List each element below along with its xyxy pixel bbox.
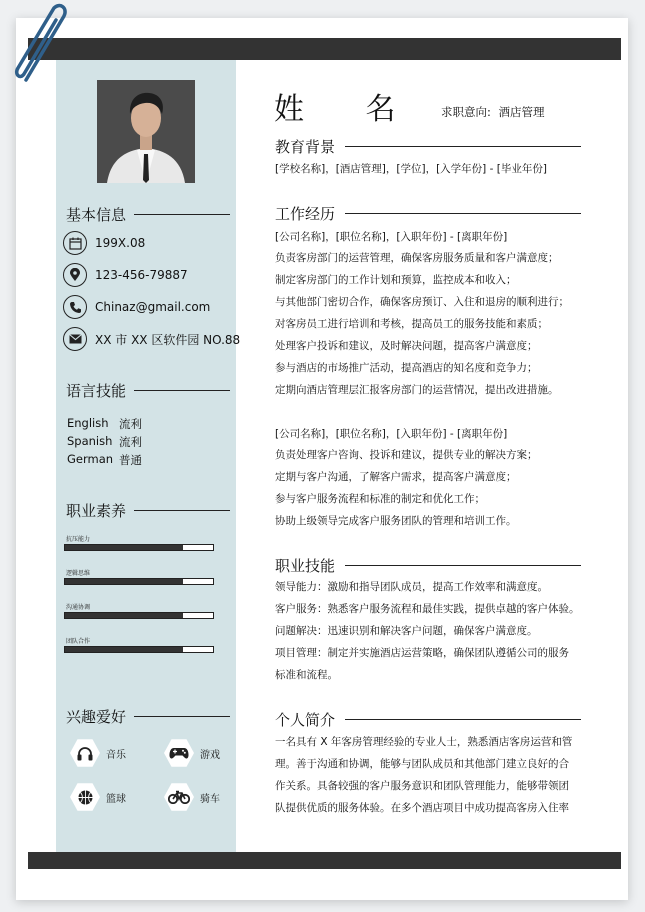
address-text: XX 市 XX 区软件园 NO.88: [95, 332, 241, 347]
job-line: 对客房员工进行培训和考核，提高员工的服务技能和素质；: [275, 318, 548, 330]
job-header: [公司名称]，[职位名称]，[入职年份] - [离职年份]: [275, 428, 508, 440]
top-bar: [28, 38, 621, 60]
profile-line: 理。善于沟通和协调，能够与团队成员和其他部门建立良好的合: [275, 758, 569, 770]
language-level: 流利: [119, 435, 142, 449]
job-line: 定期与客户沟通，了解客户需求，提高客户满意度；: [275, 471, 517, 483]
hobbies-title: 兴趣爱好: [66, 708, 127, 726]
language-row: [67, 416, 142, 431]
profile-title: 个人简介: [275, 711, 336, 729]
quality-label: 逻辑思维: [66, 570, 91, 577]
quality-bar: [64, 544, 214, 551]
skill-line: 问题解决：迅速识别和解决客户问题，确保客户满意度。: [275, 625, 538, 637]
quality-bar: [64, 646, 214, 653]
basketball-icon: [70, 782, 100, 812]
job-intent-value: 酒店管理: [498, 105, 545, 119]
languages-divider: [134, 390, 230, 391]
skill-line: 客户服务：熟悉客户服务流程和最佳实践，提供卓越的客户体验。: [275, 603, 580, 615]
address-row: [63, 327, 240, 351]
education-divider: [345, 146, 581, 147]
language-name: German: [67, 452, 114, 466]
birth-row: [63, 231, 145, 255]
profile-line: 作关系。具备较强的客户服务意识和团队管理能力，能够带领团: [275, 780, 569, 792]
education-title: 教育背景: [275, 138, 336, 156]
hobby-label: 骑车: [200, 793, 220, 805]
qualities-title: 职业素养: [66, 502, 127, 520]
profile-photo: [97, 80, 195, 183]
hobby-label: 音乐: [106, 749, 126, 761]
hobby-label: 篮球: [106, 793, 126, 805]
skill-line: 领导能力：激励和指导团队成员，提高工作效率和满意度。: [275, 581, 548, 593]
qualities-divider: [134, 510, 230, 511]
email-text: Chinaz@gmail.com: [95, 300, 211, 314]
hobbies-divider: [134, 716, 230, 717]
profile-line: 一名具有 X 年客房管理经验的专业人士，熟悉酒店客房运营和管: [275, 736, 573, 748]
language-level: 流利: [119, 417, 142, 431]
quality-bar: [64, 578, 214, 585]
basic-info-title: 基本信息: [66, 206, 127, 224]
quality-label: 抗压能力: [66, 536, 91, 543]
education-line: [学校名称]，[酒店管理]，[学位]，[入学年份] - [毕业年份]: [275, 163, 547, 175]
job-intent-label: 求职意向:: [441, 105, 491, 119]
job-line: 负责处理客户咨询、投诉和建议，提供专业的解决方案；: [275, 449, 538, 461]
language-name: Spanish: [67, 434, 113, 448]
quality-label: 沟通协调: [66, 604, 91, 611]
job-line: 协助上级领导完成客户服务团队的管理和培训工作。: [275, 515, 517, 527]
language-name: English: [67, 416, 109, 430]
languages-title: 语言技能: [66, 382, 127, 400]
experience-divider: [345, 213, 581, 214]
language-row: [67, 452, 142, 467]
hobby-item: [164, 738, 220, 768]
paperclip-icon: [4, 2, 72, 84]
hobby-item: [70, 738, 126, 768]
mail-icon: [63, 327, 87, 351]
quality-bar: [64, 612, 214, 619]
hobby-item: [70, 782, 126, 812]
birth-text: 199X.08: [95, 236, 146, 250]
quality-bar-fill: [65, 579, 183, 584]
skill-line: 项目管理：制定并实施酒店运营策略，确保团队遵循公司的服务: [275, 647, 569, 659]
experience-title: 工作经历: [275, 205, 336, 223]
email-row: [63, 295, 210, 319]
skills-divider: [345, 565, 581, 566]
bicycle-icon: [164, 782, 194, 812]
job-line: 定期向酒店管理层汇报客房部门的运营情况，提出改进措施。: [275, 384, 559, 396]
quality-bar-fill: [65, 545, 183, 550]
language-level: 普通: [119, 453, 142, 467]
calendar-icon: [63, 231, 87, 255]
basic-info-divider: [134, 214, 230, 215]
bottom-bar: [28, 852, 621, 869]
phone-text: 123-456-79887: [95, 268, 188, 282]
language-row: [67, 434, 142, 449]
headphones-icon: [70, 738, 100, 768]
job-line: 制定客房部门的工作计划和预算，监控成本和收入；: [275, 274, 517, 286]
quality-bar-fill: [65, 613, 183, 618]
skills-title: 职业技能: [275, 557, 336, 575]
phone-row: [63, 263, 188, 287]
job-line: 参与酒店的市场推广活动，提高酒店的知名度和竞争力；: [275, 362, 538, 374]
skill-line: 标准和流程。: [275, 669, 338, 681]
job-header: [公司名称]，[职位名称]，[入职年份] - [离职年份]: [275, 231, 508, 243]
candidate-name: 姓 名: [274, 92, 422, 127]
quality-label: 团队合作: [66, 638, 91, 645]
hobby-item: [164, 782, 220, 812]
quality-bar-fill: [65, 647, 183, 652]
job-line: 处理客户投诉和建议，及时解决问题，提高客户满意度；: [275, 340, 538, 352]
job-line: 与其他部门密切合作，确保客房预订、入住和退房的顺利进行；: [275, 296, 569, 308]
phone-icon: [63, 295, 87, 319]
job-line: 参与客户服务流程和标准的制定和优化工作；: [275, 493, 485, 505]
location-pin-icon: [63, 263, 87, 287]
profile-divider: [345, 719, 581, 720]
profile-line: 队提供优质的服务体验。在多个酒店项目中成功提高客房入住率: [275, 802, 569, 814]
job-line: 负责客房部门的运营管理，确保客房服务质量和客户满意度；: [275, 252, 559, 264]
gamepad-icon: [164, 738, 194, 768]
hobby-label: 游戏: [200, 749, 220, 761]
job-intent: [441, 104, 545, 120]
